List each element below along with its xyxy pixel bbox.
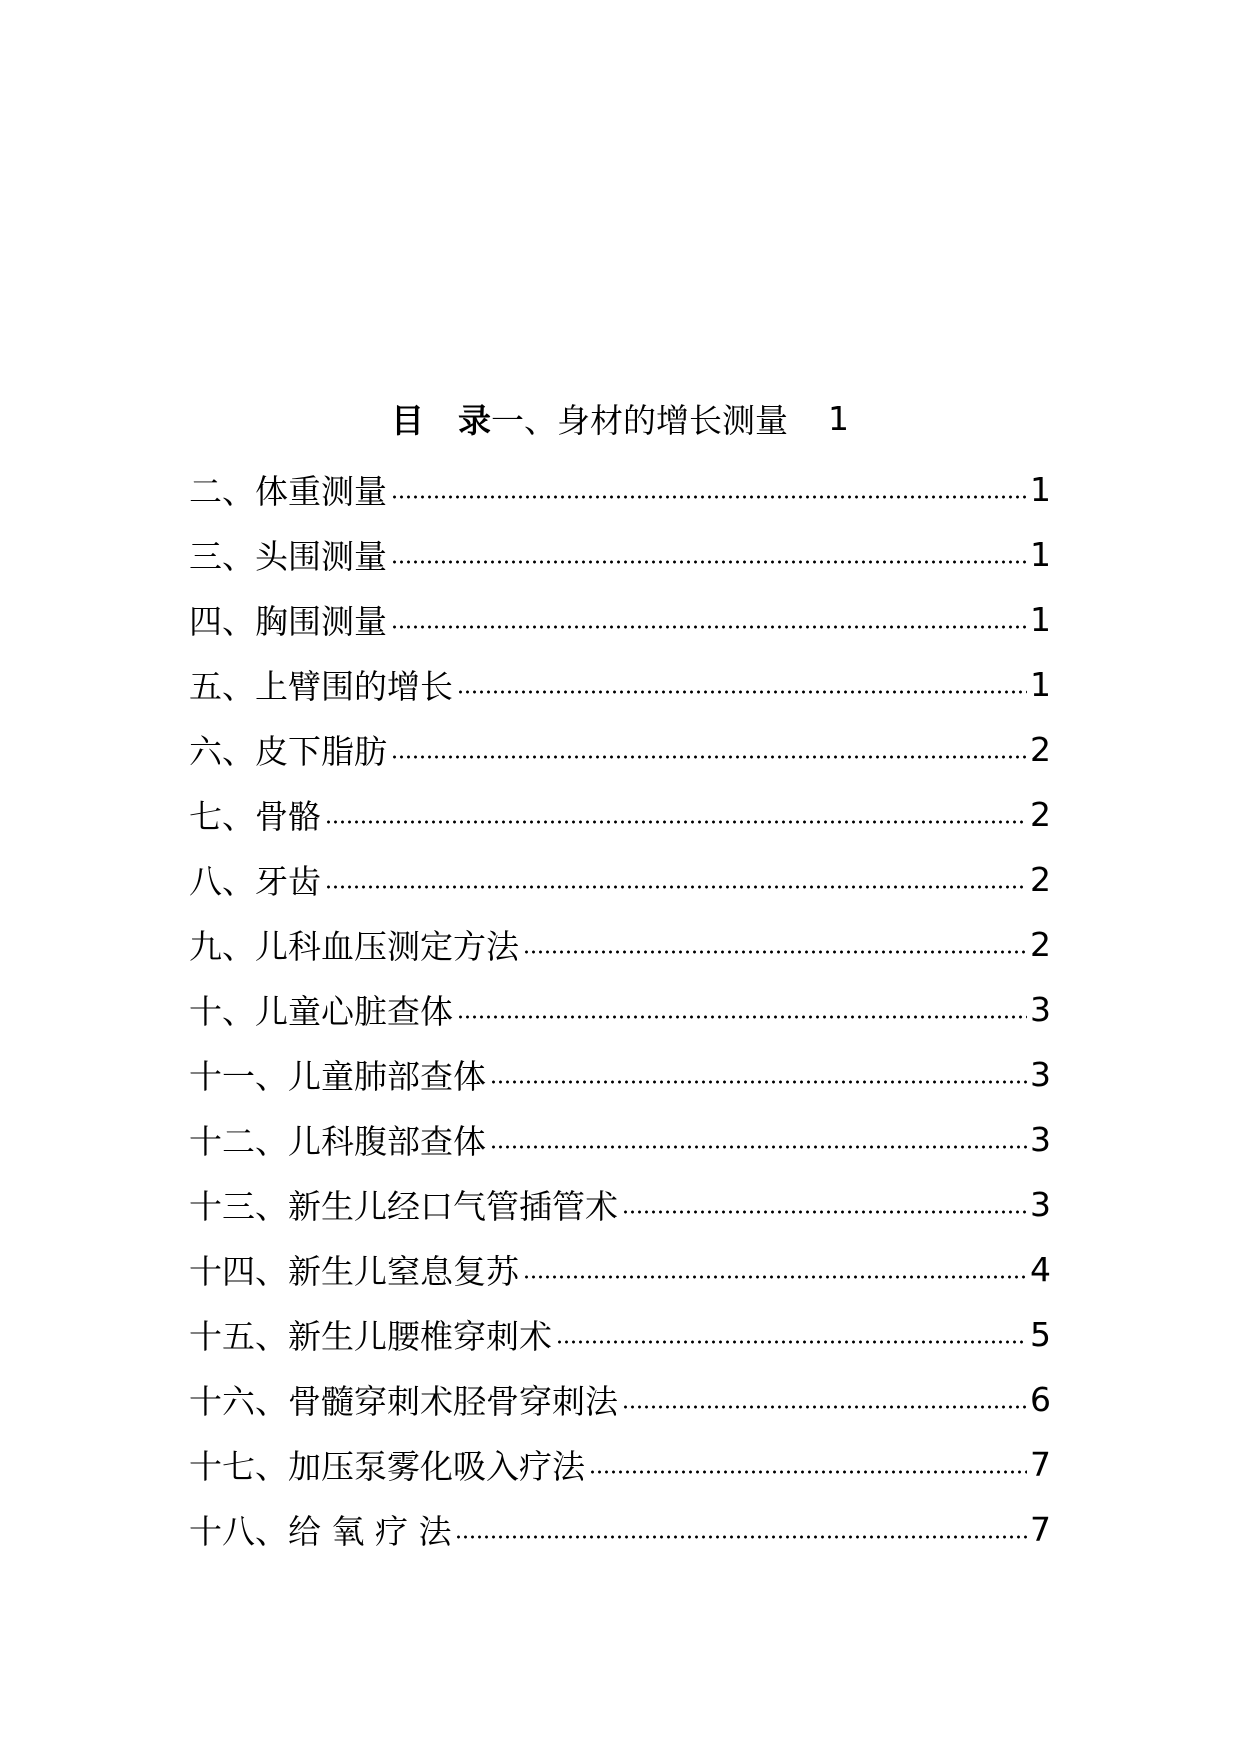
toc-entry-page: 2	[1030, 795, 1051, 834]
dot-leader	[391, 560, 1027, 564]
toc-entry[interactable]	[189, 1107, 1051, 1172]
dot-leader	[490, 1080, 1027, 1084]
toc-entry-label: 十二、儿科腹部查体	[189, 1122, 486, 1161]
toc-entry-page: 3	[1030, 1120, 1051, 1159]
toc-entry-label: 八、牙齿	[189, 862, 321, 901]
toc-entry-label: 二、体重测量	[189, 472, 387, 511]
toc-entry-label: 五、上臂围的增长	[189, 667, 453, 706]
toc-entry[interactable]	[189, 457, 1051, 522]
toc-entry-label: 十八、给 氧 疗 法	[189, 1512, 452, 1551]
toc-entry-page-1: 1	[828, 398, 849, 438]
toc-entry[interactable]	[189, 977, 1051, 1042]
toc-entry-label: 九、儿科血压测定方法	[189, 927, 519, 966]
toc-entry-page: 3	[1030, 1185, 1051, 1224]
dot-leader	[490, 1145, 1027, 1149]
toc-entry[interactable]	[189, 1172, 1051, 1237]
toc-entry-page: 1	[1030, 535, 1051, 574]
toc-entry-page: 5	[1030, 1315, 1051, 1354]
toc-entry-page: 2	[1030, 730, 1051, 769]
toc-entry[interactable]	[189, 587, 1051, 652]
toc-entry-page: 7	[1030, 1445, 1051, 1484]
dot-leader	[622, 1210, 1027, 1214]
toc-heading-char-2: 录	[458, 400, 491, 440]
toc-entry-label: 十一、儿童肺部查体	[189, 1057, 486, 1096]
dot-leader	[391, 625, 1027, 629]
toc-entry-label: 十三、新生儿经口气管插管术	[189, 1187, 618, 1226]
toc-title-line	[391, 390, 849, 446]
toc-entry[interactable]	[189, 1302, 1051, 1367]
toc-entry-page: 4	[1030, 1250, 1051, 1289]
toc-entry[interactable]	[189, 782, 1051, 847]
toc-entry-page: 1	[1030, 470, 1051, 509]
toc-entry-page: 6	[1030, 1380, 1051, 1419]
toc-entry-page: 3	[1030, 990, 1051, 1029]
toc-entry-label: 十四、新生儿窒息复苏	[189, 1252, 519, 1291]
dot-leader	[523, 1275, 1027, 1279]
toc-entry[interactable]	[189, 1367, 1051, 1432]
toc-entry[interactable]	[189, 717, 1051, 782]
toc-entry[interactable]	[189, 847, 1051, 912]
toc-heading-char-1: 目	[391, 400, 424, 440]
toc-entry-page: 1	[1030, 600, 1051, 639]
toc-heading	[391, 395, 491, 442]
toc-entry-label: 六、皮下脂肪	[189, 732, 387, 771]
toc-entry-page: 7	[1030, 1510, 1051, 1549]
toc-entry-label: 十七、加压泵雾化吸入疗法	[189, 1447, 585, 1486]
toc-entry-page: 1	[1030, 665, 1051, 704]
toc-entry-page: 2	[1030, 925, 1051, 964]
toc-entry-label-1: 一、身材的增长测量	[491, 400, 788, 440]
dot-leader	[391, 755, 1027, 759]
toc-entry-list	[189, 457, 1051, 1562]
toc-entry-page: 2	[1030, 860, 1051, 899]
toc-entry[interactable]	[189, 912, 1051, 977]
dot-leader	[556, 1340, 1027, 1344]
dot-leader	[457, 690, 1027, 694]
toc-entry-label: 十五、新生儿腰椎穿刺术	[189, 1317, 552, 1356]
toc-entry-page: 3	[1030, 1055, 1051, 1094]
dot-leader	[325, 885, 1027, 889]
dot-leader	[391, 495, 1027, 499]
toc-entry[interactable]	[189, 652, 1051, 717]
dot-leader	[457, 1015, 1027, 1019]
dot-leader	[589, 1470, 1027, 1474]
toc-entry-label: 七、骨骼	[189, 797, 321, 836]
toc-entry[interactable]	[189, 1432, 1051, 1497]
toc-entry[interactable]	[189, 1497, 1051, 1562]
toc-entry-label: 三、头围测量	[189, 537, 387, 576]
toc-entry-label: 四、胸围测量	[189, 602, 387, 641]
toc-entry[interactable]	[189, 1237, 1051, 1302]
dot-leader	[622, 1405, 1027, 1409]
dot-leader	[325, 820, 1027, 824]
dot-leader	[455, 1535, 1027, 1539]
toc-entry-label: 十六、骨髓穿刺术胫骨穿刺法	[189, 1382, 618, 1421]
toc-entry[interactable]	[189, 1042, 1051, 1107]
toc-entry[interactable]	[189, 522, 1051, 587]
toc-entry-label: 十、儿童心脏查体	[189, 992, 453, 1031]
dot-leader	[523, 950, 1027, 954]
